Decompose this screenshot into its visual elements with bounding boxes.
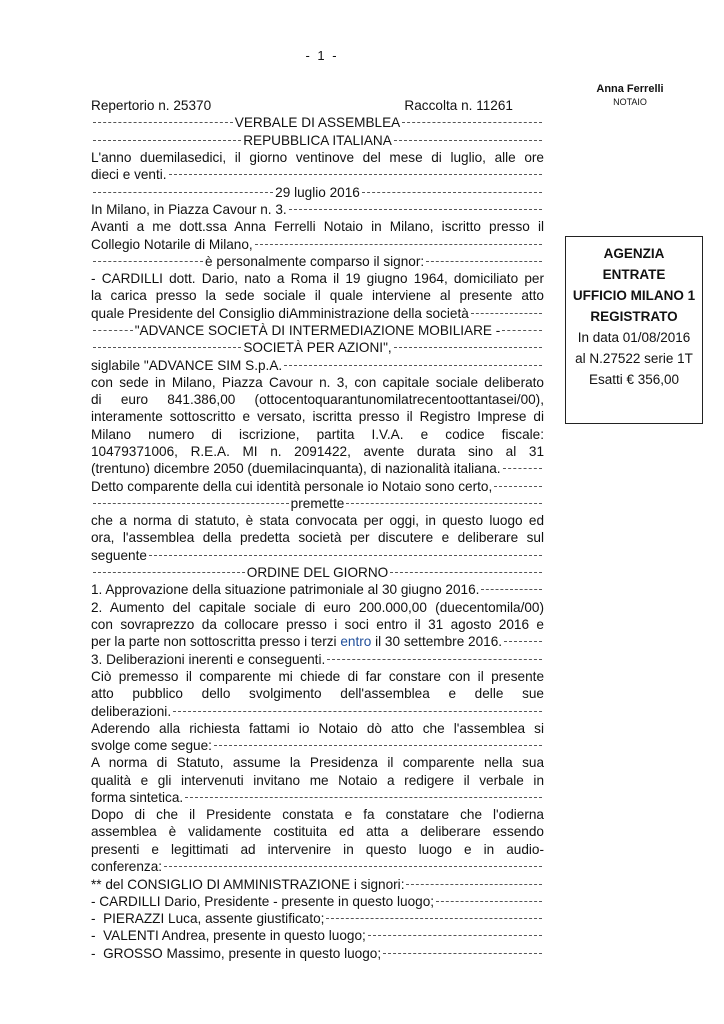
board-member: - PIERAZZI Luca, assente giustificato; <box>91 910 544 927</box>
text-line: assemblea è validamente costituita ed atta a deliberare essendo <box>91 824 544 840</box>
deed-header-line <box>91 97 544 114</box>
text-line: svolge come segue: <box>91 737 544 754</box>
republic-line <box>91 132 544 149</box>
text-line: forma sintetica. <box>91 789 544 806</box>
text-line: A norma di Statuto, assume la Presidenza il comparente nella sua <box>91 755 544 771</box>
stamp-line: In data 01/08/2016 <box>577 330 691 345</box>
stamp-line: Esatti € 356,00 <box>588 372 680 387</box>
notary-name: Anna Ferrelli <box>596 83 664 95</box>
company-name-line <box>91 339 544 356</box>
text-line: (trentuno) dicembre 2050 (duemilacinquanta), di nazionalità italiana. <box>91 460 544 477</box>
text-line: deliberazioni. <box>91 702 544 719</box>
agenda-heading: ORDINE DEL GIORNO <box>246 565 389 581</box>
highlighted-word: entro <box>340 634 372 650</box>
text-line: L'anno duemilasedici, il giorno ventinove del mese di luglio, alle ore <box>91 149 544 165</box>
repertorio-number: Repertorio n. 25370 <box>91 98 212 113</box>
agenda-item: 3. Deliberazioni inerenti e conseguenti. <box>91 651 544 668</box>
board-heading-line <box>91 875 544 892</box>
text-line: conferenza: <box>91 858 544 875</box>
page-number: - 1 - <box>305 48 339 63</box>
agenda-item: 1. Approvazione della situazione patrimoniale al 30 giugno 2016. <box>91 581 544 598</box>
text-line: che a norma di statuto, è stata convocata per oggi, in questo luogo ed <box>91 513 544 529</box>
deed-body <box>91 97 544 962</box>
text-line: atto pubblico dello svolgimento dell'assemblea e delle sue <box>91 686 544 702</box>
text-line: la carica presso la sede sociale il quale interviene al presente atto <box>91 288 544 304</box>
stamp-line: UFFICIO MILANO 1 <box>572 288 696 303</box>
agenda-item: con sovraprezzo da collocare presso i soci entro il 31 agosto 2016 e <box>91 616 544 632</box>
raccolta-number: Raccolta n. 11261 <box>404 98 513 113</box>
stamp-line: AGENZIA <box>603 246 665 261</box>
text-line: Detto comparente della cui identità personale io Notaio sono certo, <box>91 478 544 495</box>
stamp-line: REGISTRATO <box>590 309 678 324</box>
stamp-line: al N.27522 serie 1T <box>575 351 693 366</box>
board-heading: ** del CONSIGLIO DI AMMINISTRAZIONE i signori: <box>91 876 405 892</box>
text-line: Avanti a me dott.ssa Anna Ferrelli Notaio in Milano, iscritto presso il <box>91 219 544 235</box>
company-name: "ADVANCE SOCIETÀ DI INTERMEDIAZIONE MOBILIARE - <box>134 323 501 338</box>
board-member: - CARDILLI Dario, Presidente - presente in questo luogo; <box>91 893 544 910</box>
text-line: ora, l'assemblea della predetta società per discutere e deliberare sul <box>91 530 544 546</box>
text-line: di euro 841.386,00 (ottocentoquarantunomilatrecentoottantasei/00), <box>91 392 544 408</box>
board-member: - VALENTI Andrea, presente in questo luogo; <box>91 927 544 944</box>
company-form: SOCIETÀ PER AZIONI", <box>243 340 392 356</box>
text-line: con sede in Milano, Piazza Cavour n. 3, con capitale sociale deliberato <box>91 374 544 390</box>
text-line: è personalmente comparso il signor: <box>91 253 544 270</box>
text-line: presenti e legittimati ad intervenire in questo luogo e in audio- <box>91 841 544 857</box>
registration-stamp <box>565 236 703 424</box>
text-line: Aderendo alla richiesta fattami io Notaio dò atto che l'assemblea si <box>91 720 544 736</box>
date-line <box>91 183 544 200</box>
text-line: interamente sottoscritto e versato, iscritta presso il Registro Imprese di <box>91 409 544 425</box>
text-line: Ciò premesso il comparente mi chiede di far constare con il presente <box>91 668 544 684</box>
title-line <box>91 114 544 131</box>
agenda-item: 2. Aumento del capitale sociale di euro 200.000,00 (duecentomila/00) <box>91 599 544 615</box>
board-member: - GROSSO Massimo, presente in questo luogo; <box>91 945 544 962</box>
company-name-line <box>91 322 544 339</box>
agenda-item: per la parte non sottoscritta presso i terzi entro il 30 settembre 2016. <box>91 633 544 650</box>
agenda-heading-line <box>91 564 544 581</box>
text-line: 10479371006, R.E.A. MI n. 2091422, avente durata sino al 31 <box>91 443 544 459</box>
text-line: - CARDILLI dott. Dario, nato a Roma il 19 giugno 1964, domiciliato per <box>91 270 544 286</box>
premette-line <box>91 495 544 512</box>
text-line: quale Presidente del Consiglio diAmministrazione della società <box>91 305 544 322</box>
text-line: Milano numero di iscrizione, partita I.V.A. e codice fiscale: <box>91 426 544 442</box>
notary-header <box>580 83 680 109</box>
stamp-line: ENTRATE <box>602 267 666 282</box>
republic-heading: REPUBBLICA ITALIANA <box>243 132 392 148</box>
text-line: dieci e venti. <box>91 166 544 183</box>
text-line: Dopo di che il Presidente constata e fa constatare che l'odierna <box>91 807 544 823</box>
notary-title: NOTAIO <box>613 97 647 107</box>
deed-date: 29 luglio 2016 <box>275 184 360 200</box>
text-line: Collegio Notarile di Milano, <box>91 235 544 252</box>
text-line: In Milano, in Piazza Cavour n. 3. <box>91 201 544 218</box>
deed-title: VERBALE DI ASSEMBLEA <box>234 115 401 131</box>
text-line: qualità e gli intervenuti invitano me Notaio a redigere il verbale in <box>91 772 544 788</box>
text-line: siglabile "ADVANCE SIM S.p.A. <box>91 356 544 373</box>
text-line: seguente <box>91 547 544 564</box>
premette-heading: premette <box>290 495 345 511</box>
